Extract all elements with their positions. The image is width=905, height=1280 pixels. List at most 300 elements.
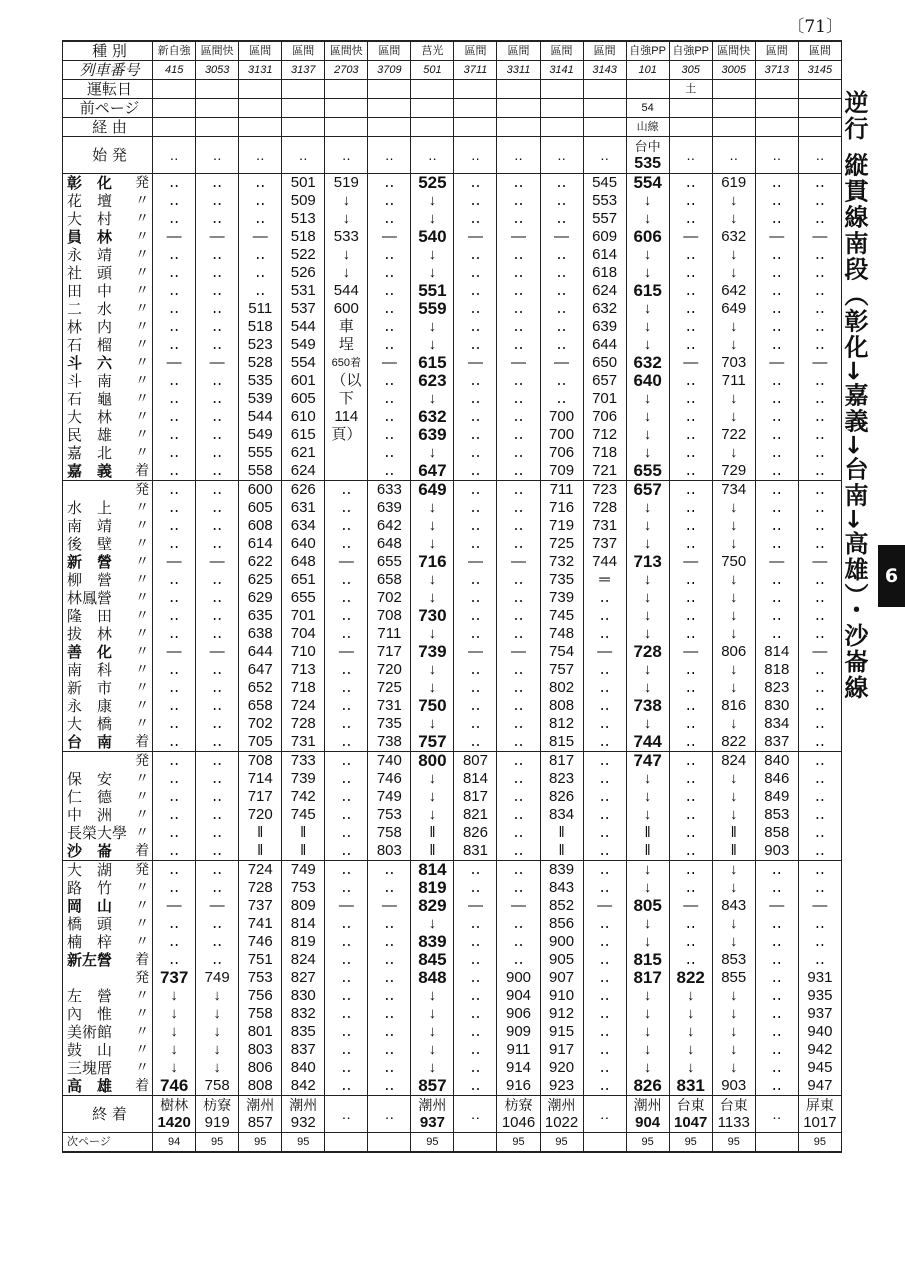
time-cell: 632 [411, 408, 454, 426]
arr-dep-mark: 〃 [135, 355, 150, 371]
next-page-cell: 95 [282, 1133, 325, 1153]
train-type-cell: 新自強 [153, 41, 196, 61]
arr-dep-mark: 〃 [135, 590, 150, 606]
time-cell: 819 [411, 879, 454, 897]
station-row [63, 824, 842, 842]
time-cell: 544 [239, 408, 282, 426]
arr-dep-mark: 〃 [135, 626, 150, 642]
origin-station: ‥ [428, 147, 437, 163]
station-row [63, 1023, 842, 1041]
train-op-cell [626, 80, 669, 99]
row-label: 始 発 [63, 137, 153, 174]
time-cell: ‥ [454, 535, 497, 553]
time-cell: ↓ [196, 1023, 239, 1041]
time-cell: ‥ [153, 408, 196, 426]
station-name [63, 861, 153, 880]
arr-dep-mark: 〃 [135, 247, 150, 263]
time-cell: 549 [282, 336, 325, 354]
time-cell: ‥ [454, 408, 497, 426]
time-cell: 747 [626, 752, 669, 771]
time-cell: ↓ [626, 915, 669, 933]
time-cell: ↓ [196, 1059, 239, 1077]
time-cell: ‥ [153, 426, 196, 444]
time-cell: 823 [540, 770, 583, 788]
time-cell: ‥ [669, 661, 712, 679]
destination-time: 1017 [803, 1114, 837, 1131]
time-cell: ‥ [325, 824, 368, 842]
time-cell: 606 [626, 228, 669, 246]
time-cell: 739 [411, 643, 454, 661]
station-name [63, 1041, 153, 1059]
time-cell: 815 [540, 733, 583, 752]
time-cell: ↓ [626, 318, 669, 336]
train-type-cell: 區間 [583, 41, 626, 61]
train-op-cell [282, 80, 325, 99]
station-label: 大 湖 [67, 861, 113, 879]
time-cell: 709 [540, 462, 583, 481]
time-cell: ‥ [798, 300, 841, 318]
train-op-cell [325, 80, 368, 99]
time-cell: ‥ [454, 426, 497, 444]
time-cell: — [153, 228, 196, 246]
destination-cell [497, 1096, 540, 1133]
origin-station: ‥ [169, 147, 179, 163]
station-name [63, 354, 153, 372]
origin-cell [540, 137, 583, 174]
time-cell: 839 [540, 861, 583, 880]
time-cell: ↓ [153, 1023, 196, 1041]
arr-dep-mark: 〃 [135, 771, 150, 787]
time-cell: ‥ [669, 426, 712, 444]
time-cell: ↓ [626, 192, 669, 210]
time-cell: ↓ [411, 318, 454, 336]
arr-dep-mark: 〃 [135, 898, 150, 914]
time-cell: 814 [282, 915, 325, 933]
time-cell: ‥ [669, 499, 712, 517]
station-label: 保 安 [67, 770, 113, 788]
time-cell: ‥ [798, 174, 841, 193]
time-cell: 708 [368, 607, 411, 625]
time-cell: 526 [282, 264, 325, 282]
time-cell: 704 [282, 625, 325, 643]
train-type-cell: 區間快 [325, 41, 368, 61]
train-number-row [63, 61, 842, 80]
time-cell: ‥ [153, 733, 196, 752]
time-cell: 746 [368, 770, 411, 788]
time-cell: 711 [540, 481, 583, 500]
time-cell: 843 [712, 897, 755, 915]
station-row [63, 408, 842, 426]
station-label: 橋 頭 [67, 915, 113, 933]
time-cell: ‥ [454, 607, 497, 625]
time-cell: 537 [282, 300, 325, 318]
train-op-cell [497, 80, 540, 99]
arr-dep-mark: 〃 [135, 193, 150, 209]
time-cell: ↓ [626, 517, 669, 535]
destination-cell [239, 1096, 282, 1133]
time-cell: ‥ [325, 733, 368, 752]
station-row [63, 426, 842, 444]
time-cell: ↓ [712, 987, 755, 1005]
train-via-cell [411, 118, 454, 137]
page-number: 〔71〕 [787, 17, 843, 37]
time-cell: ‥ [368, 210, 411, 228]
time-cell: 821 [454, 806, 497, 824]
station-row [63, 210, 842, 228]
time-cell: ‥ [583, 806, 626, 824]
time-cell: ‥ [325, 517, 368, 535]
station-label: 仁 德 [67, 788, 113, 806]
time-cell: ‖ [712, 842, 755, 861]
time-cell: ‥ [798, 462, 841, 481]
time-cell: 853 [755, 806, 798, 824]
time-cell: ‥ [454, 499, 497, 517]
time-cell: ‖ [239, 842, 282, 861]
time-cell: ↓ [626, 589, 669, 607]
time-cell: ‥ [540, 192, 583, 210]
time-cell: ‥ [798, 733, 841, 752]
time-cell: 737 [239, 897, 282, 915]
time-cell: ↓ [626, 806, 669, 824]
time-cell: 711 [368, 625, 411, 643]
time-cell: ‥ [798, 571, 841, 589]
origin-station: 台中 [634, 139, 661, 154]
time-cell: ‥ [325, 715, 368, 733]
time-cell: ‥ [583, 788, 626, 806]
time-cell: 812 [540, 715, 583, 733]
time-cell: 758 [196, 1077, 239, 1096]
time-cell: — [798, 643, 841, 661]
time-cell: 717 [368, 643, 411, 661]
arr-dep-mark: 〃 [135, 680, 150, 696]
time-cell: ‥ [325, 1059, 368, 1077]
time-cell: ‥ [669, 282, 712, 300]
time-cell: ‥ [540, 264, 583, 282]
time-cell: ‥ [454, 390, 497, 408]
time-cell: 831 [669, 1077, 712, 1096]
time-cell: 917 [540, 1041, 583, 1059]
time-cell: ‥ [755, 1041, 798, 1059]
time-cell: 648 [368, 535, 411, 553]
time-cell: ‥ [540, 282, 583, 300]
time-cell: 615 [282, 426, 325, 444]
train-op-cell: 土 [669, 80, 712, 99]
time-cell: ‥ [583, 1005, 626, 1023]
time-cell: 945 [798, 1059, 841, 1077]
time-cell: ‥ [669, 842, 712, 861]
time-cell: 915 [540, 1023, 583, 1041]
time-cell: 852 [540, 897, 583, 915]
time-cell: ‥ [153, 481, 196, 500]
train-num-cell: 3145 [798, 61, 841, 80]
time-cell: — [755, 228, 798, 246]
arr-dep-mark: 着 [135, 843, 150, 859]
time-cell: ‥ [196, 861, 239, 880]
time-cell: ‥ [755, 282, 798, 300]
time-cell: 518 [239, 318, 282, 336]
time-cell: ‥ [755, 372, 798, 390]
arr-dep-mark: 〃 [135, 337, 150, 353]
next-page-cell [583, 1133, 626, 1153]
time-cell: — [669, 228, 712, 246]
station-row [63, 643, 842, 661]
time-cell: ‥ [497, 824, 540, 842]
station-row [63, 246, 842, 264]
time-cell: ↓ [411, 679, 454, 697]
time-cell: — [669, 553, 712, 571]
time-cell: ‥ [497, 282, 540, 300]
time-cell: 545 [583, 174, 626, 193]
station-row [63, 842, 842, 861]
row-label: 前ページ [63, 99, 153, 118]
train-op-cell [153, 80, 196, 99]
next-page-cell: 95 [196, 1133, 239, 1153]
arr-dep-mark: 〃 [135, 427, 150, 443]
time-cell: ‥ [669, 462, 712, 481]
station-name [63, 661, 153, 679]
time-cell: ‥ [153, 174, 196, 193]
time-cell: ‥ [196, 951, 239, 969]
time-cell: 647 [411, 462, 454, 481]
train-via-cell [368, 118, 411, 137]
time-cell: 728 [583, 499, 626, 517]
station-label: 左 營 [67, 987, 113, 1005]
station-row [63, 951, 842, 969]
time-cell: 554 [282, 354, 325, 372]
arr-dep-mark: 〃 [135, 698, 150, 714]
time-cell: ‥ [153, 192, 196, 210]
station-row [63, 607, 842, 625]
time-cell: ↓ [626, 390, 669, 408]
time-cell: 817 [454, 788, 497, 806]
time-cell: ‥ [196, 372, 239, 390]
time-cell: 731 [583, 517, 626, 535]
station-row [63, 390, 842, 408]
time-cell: — [368, 897, 411, 915]
time-cell: 706 [540, 444, 583, 462]
destination-cell [325, 1096, 368, 1133]
time-cell: ‥ [497, 499, 540, 517]
time-cell: ‥ [755, 915, 798, 933]
time-cell: ‥ [755, 589, 798, 607]
origin-cell [153, 137, 196, 174]
time-cell: 631 [282, 499, 325, 517]
time-cell: ‥ [325, 770, 368, 788]
time-cell: 814 [411, 861, 454, 880]
station-name [63, 174, 153, 193]
next-page-cell [755, 1133, 798, 1153]
time-cell: ‥ [454, 481, 497, 500]
station-name [63, 643, 153, 661]
time-cell: ↓ [712, 1005, 755, 1023]
time-cell: ↓ [626, 336, 669, 354]
timetable [62, 40, 842, 1153]
origin-station: ‥ [298, 147, 308, 163]
time-cell: ‥ [669, 372, 712, 390]
time-cell: ‥ [669, 861, 712, 880]
station-label: 南 靖 [67, 517, 113, 535]
time-cell: 909 [497, 1023, 540, 1041]
time-cell: 626 [282, 481, 325, 500]
time-cell: — [196, 228, 239, 246]
train-prev-cell [540, 99, 583, 118]
time-cell: ‥ [368, 1059, 411, 1077]
time-cell: ↓ [196, 987, 239, 1005]
time-cell: ↓ [712, 444, 755, 462]
time-cell: ‥ [497, 951, 540, 969]
time-cell: ‖ [712, 824, 755, 842]
time-cell: ↓ [411, 806, 454, 824]
origin-cell [368, 137, 411, 174]
time-cell: ‥ [368, 1005, 411, 1023]
time-cell: ‥ [454, 246, 497, 264]
time-cell: ↓ [712, 679, 755, 697]
time-cell: 605 [239, 499, 282, 517]
time-cell: ‖ [282, 842, 325, 861]
time-cell: ‥ [798, 390, 841, 408]
time-cell: ‥ [454, 1077, 497, 1096]
time-cell: ‥ [755, 535, 798, 553]
time-cell: ‥ [325, 861, 368, 880]
station-row [63, 806, 842, 824]
station-row [63, 192, 842, 210]
time-cell: ‥ [368, 336, 411, 354]
time-cell: 735 [368, 715, 411, 733]
time-cell: ‥ [368, 300, 411, 318]
time-cell: 910 [540, 987, 583, 1005]
arr-dep-mark: 発 [135, 175, 150, 191]
origin-cell [325, 137, 368, 174]
origin-cell [454, 137, 497, 174]
time-cell: ‥ [798, 336, 841, 354]
time-cell: ‥ [798, 788, 841, 806]
destination-cell [626, 1096, 669, 1133]
time-cell: 744 [583, 553, 626, 571]
origin-cell [669, 137, 712, 174]
time-cell: 720 [239, 806, 282, 824]
station-row [63, 987, 842, 1005]
time-cell: 640 [626, 372, 669, 390]
time-cell: ↓ [712, 264, 755, 282]
time-cell: ‥ [755, 607, 798, 625]
time-cell: 644 [583, 336, 626, 354]
time-cell: ‥ [497, 264, 540, 282]
time-cell: ‥ [497, 625, 540, 643]
time-cell: ‥ [196, 535, 239, 553]
time-cell: 632 [583, 300, 626, 318]
time-cell: ‥ [497, 915, 540, 933]
time-cell: ‥ [454, 1005, 497, 1023]
time-cell: 625 [239, 571, 282, 589]
arr-dep-mark: 発 [135, 753, 150, 769]
time-cell: ↓ [712, 535, 755, 553]
time-cell: 716 [411, 553, 454, 571]
time-cell: 757 [411, 733, 454, 752]
time-cell: ‥ [798, 752, 841, 771]
time-cell: ‥ [153, 951, 196, 969]
time-cell: ↓ [411, 770, 454, 788]
destination-cell [798, 1096, 841, 1133]
time-cell: ‥ [153, 264, 196, 282]
time-cell: ↓ [626, 210, 669, 228]
station-row [63, 499, 842, 517]
time-cell: 853 [712, 951, 755, 969]
time-cell: ‥ [196, 336, 239, 354]
time-cell: 845 [411, 951, 454, 969]
time-cell: 904 [497, 987, 540, 1005]
origin-row [63, 137, 842, 174]
time-cell: — [454, 354, 497, 372]
time-cell: 719 [540, 517, 583, 535]
time-cell: ↓ [153, 1005, 196, 1023]
train-prev-cell: 54 [626, 99, 669, 118]
time-cell: 749 [368, 788, 411, 806]
time-cell: 642 [712, 282, 755, 300]
train-type-cell: 區間 [798, 41, 841, 61]
station-row [63, 300, 842, 318]
time-cell: ‥ [798, 879, 841, 897]
time-cell: ‥ [196, 174, 239, 193]
arr-dep-mark: 〃 [135, 1042, 150, 1058]
time-cell: ‥ [583, 607, 626, 625]
time-cell: ↓ [626, 625, 669, 643]
station-label: 花 壇 [67, 192, 113, 210]
time-cell: — [325, 897, 368, 915]
time-cell: 647 [239, 661, 282, 679]
time-cell: ‥ [325, 571, 368, 589]
time-cell: 826 [540, 788, 583, 806]
time-cell: ‥ [196, 625, 239, 643]
time-cell: ‥ [454, 969, 497, 987]
time-cell: ‥ [153, 806, 196, 824]
time-cell: 815 [626, 951, 669, 969]
time-cell: ‥ [798, 535, 841, 553]
time-cell: ↓ [626, 246, 669, 264]
time-cell: ‥ [798, 625, 841, 643]
time-cell: 839 [411, 933, 454, 951]
time-cell: ↓ [626, 987, 669, 1005]
destination-time: 1420 [157, 1114, 191, 1131]
train-op-cell [798, 80, 841, 99]
time-cell: ↓ [712, 1023, 755, 1041]
station-label: 二 水 [67, 300, 113, 318]
time-cell: ‥ [755, 426, 798, 444]
time-cell: ‥ [368, 282, 411, 300]
time-cell: ‥ [497, 788, 540, 806]
origin-station: ‥ [686, 147, 696, 163]
time-cell: ‖ [540, 842, 583, 861]
time-cell: ‥ [497, 481, 540, 500]
time-cell: ‥ [755, 499, 798, 517]
time-cell: ‥ [497, 390, 540, 408]
time-cell: ‥ [798, 499, 841, 517]
station-name [63, 879, 153, 897]
arr-dep-mark: 〃 [135, 518, 150, 534]
time-cell: — [669, 643, 712, 661]
station-name [63, 228, 153, 246]
station-label: 水 上 [67, 499, 113, 517]
time-cell: ‥ [454, 879, 497, 897]
time-cell: 713 [626, 553, 669, 571]
time-cell: ↓ [626, 879, 669, 897]
time-cell: ‥ [368, 444, 411, 462]
time-cell: ‥ [368, 318, 411, 336]
time-cell: ‥ [798, 770, 841, 788]
time-cell: ‥ [755, 1059, 798, 1077]
time-cell: ↓ [626, 1005, 669, 1023]
time-cell: ‥ [583, 879, 626, 897]
time-cell: ‥ [153, 679, 196, 697]
